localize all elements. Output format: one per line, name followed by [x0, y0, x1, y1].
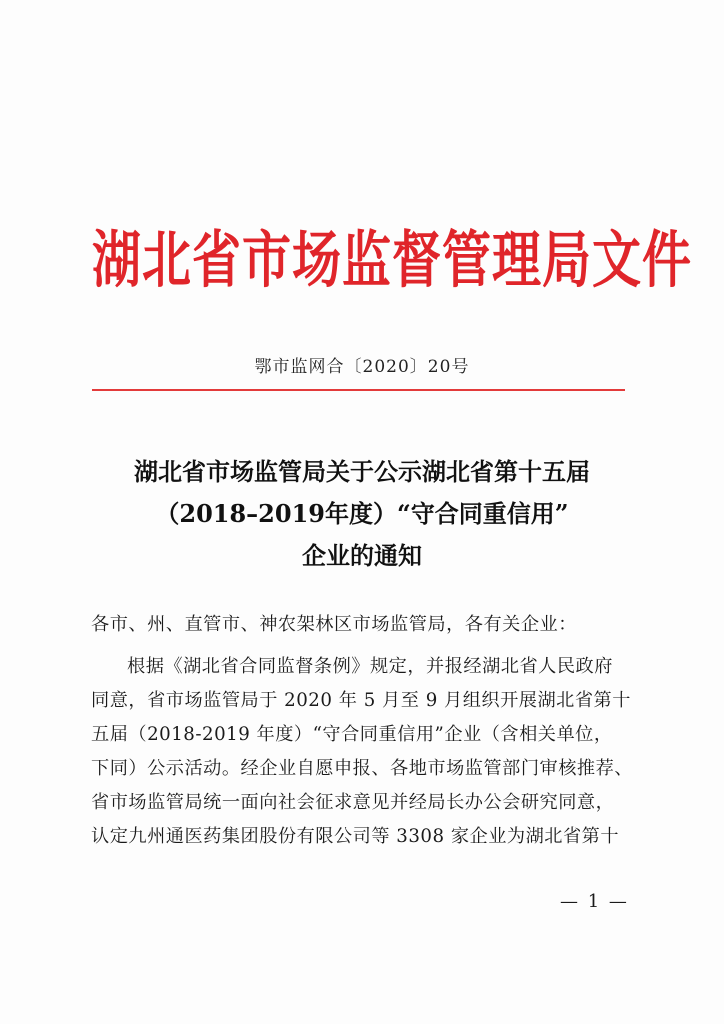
body-paragraph-line: 下同）公示活动。经企业自愿申报、各地市场监管部门审核推荐、: [91, 758, 633, 779]
body-paragraph-line: 认定九州通医药集团股份有限公司等 3308 家企业为湖北省第十: [91, 826, 620, 847]
document-number: 鄂市监网合〔2020〕20号: [254, 357, 470, 377]
notice-title-line-1: 湖北省市场监管局关于公示湖北省第十五届: [134, 457, 590, 486]
issuer-title: 湖北省市场监督管理局文件: [92, 224, 693, 296]
notice-title-line-2: （2018–2019年度）“守合同重信用”: [155, 499, 569, 528]
body-paragraph-line: 同意，省市场监管局于 2020 年 5 月至 9 月组织开展湖北省第十: [91, 690, 631, 711]
page-number: — 1 —: [560, 891, 629, 912]
addressee-line: 各市、州、直管市、神农架林区市场监管局，各有关企业：: [91, 614, 577, 635]
body-paragraph-line: 省市场监管局统一面向社会征求意见并经局长办公会研究同意，: [91, 792, 615, 813]
notice-title-line-3: 企业的通知: [302, 541, 422, 570]
red-divider: [92, 389, 625, 391]
body-paragraph-line: 五届（2018-2019 年度）“守合同重信用”企业（含相关单位，: [91, 724, 613, 745]
body-paragraph-line: 根据《湖北省合同监督条例》规定，并报经湖北省人民政府: [127, 656, 613, 677]
